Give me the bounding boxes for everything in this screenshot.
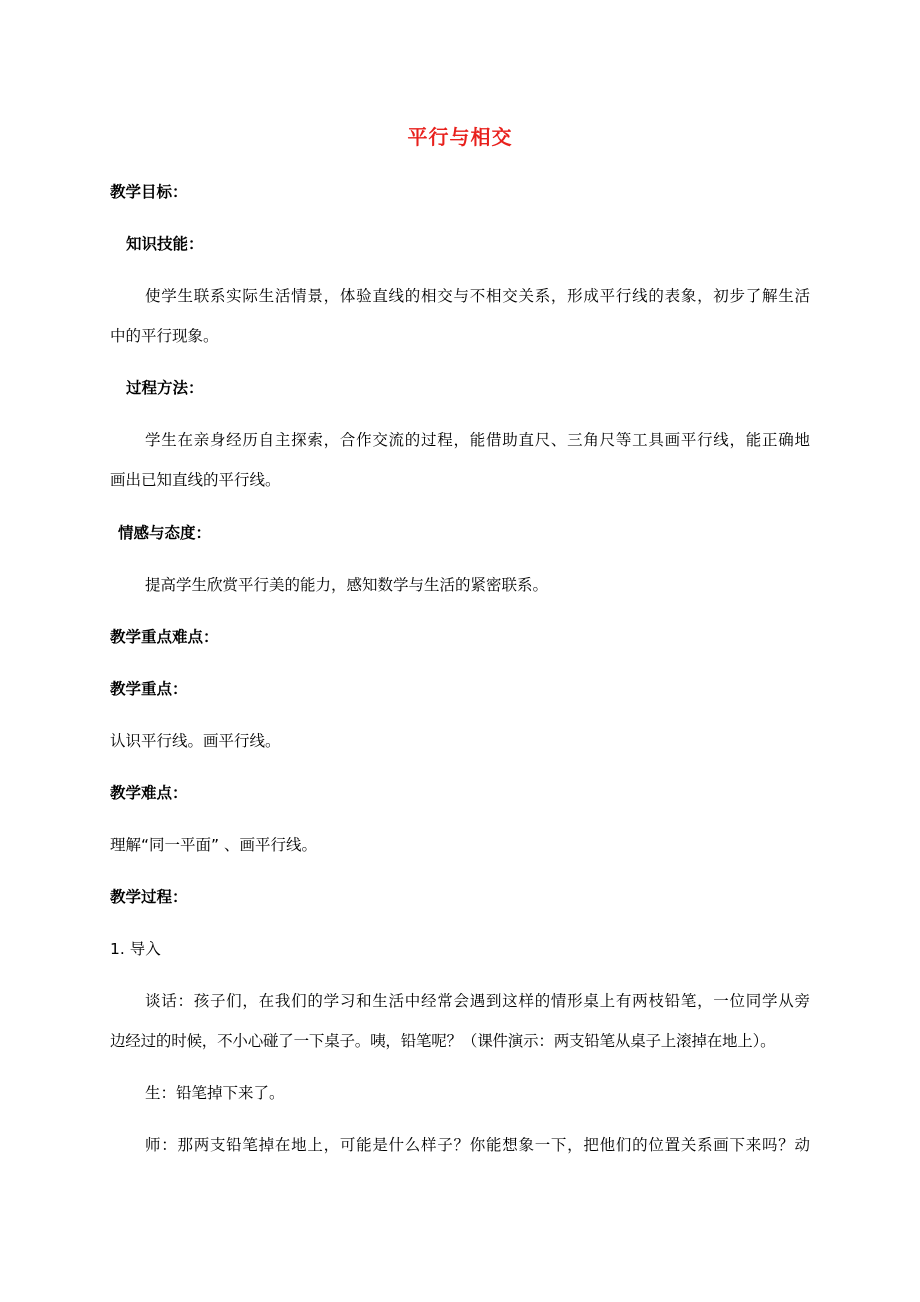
- document-title: 平行与相交: [407, 125, 513, 149]
- teaching-process-heading: 教学过程：: [110, 888, 188, 906]
- difficult-points-heading: 教学难点：: [110, 784, 188, 802]
- emotion-attitude-paragraph: 提高学生欣赏平行美的能力，感知数学与生活的紧密联系。: [145, 576, 549, 594]
- step-1-heading: 1. 导入: [110, 940, 161, 958]
- emotion-attitude-heading: 情感与态度：: [118, 524, 212, 542]
- process-method-heading: 过程方法：: [126, 379, 204, 397]
- process-method-paragraph-line-2: 画出已知直线的平行线。: [110, 471, 281, 489]
- difficult-points-text: 理解“同一平面” 、画平行线。: [110, 836, 317, 854]
- key-points-heading: 教学重点：: [110, 680, 188, 698]
- dialog-1-line-1: 谈话：孩子们，在我们的学习和生活中经常会遇到这样的情形桌上有两枝铅笔，一位同学从旁: [145, 992, 810, 1010]
- knowledge-skill-heading: 知识技能：: [126, 235, 204, 253]
- process-method-paragraph-line-1: 学生在亲身经历自主探索，合作交流的过程，能借助直尺、三角尺等工具画平行线，能正确地: [145, 431, 810, 449]
- dialog-1-line-2: 边经过的时候，不小心碰了一下桌子。咦，铅笔呢？（课件演示：两支铅笔从桌子上滚掉在地上）。: [110, 1032, 776, 1050]
- key-points-text: 认识平行线。画平行线。: [110, 732, 281, 750]
- key-difficult-heading: 教学重点难点：: [110, 628, 219, 646]
- knowledge-skill-paragraph-line-2: 中的平行现象。: [110, 327, 219, 345]
- knowledge-skill-paragraph-line-1: 使学生联系实际生活情景，体验直线的相交与不相交关系，形成平行线的表象，初步了解生活: [145, 287, 810, 305]
- teaching-goals-heading: 教学目标：: [110, 183, 188, 201]
- dialog-2: 生：铅笔掉下来了。: [145, 1084, 285, 1102]
- dialog-3-line-1: 师：那两支铅笔掉在地上，可能是什么样子？你能想象一下，把他们的位置关系画下来吗？动: [145, 1136, 810, 1154]
